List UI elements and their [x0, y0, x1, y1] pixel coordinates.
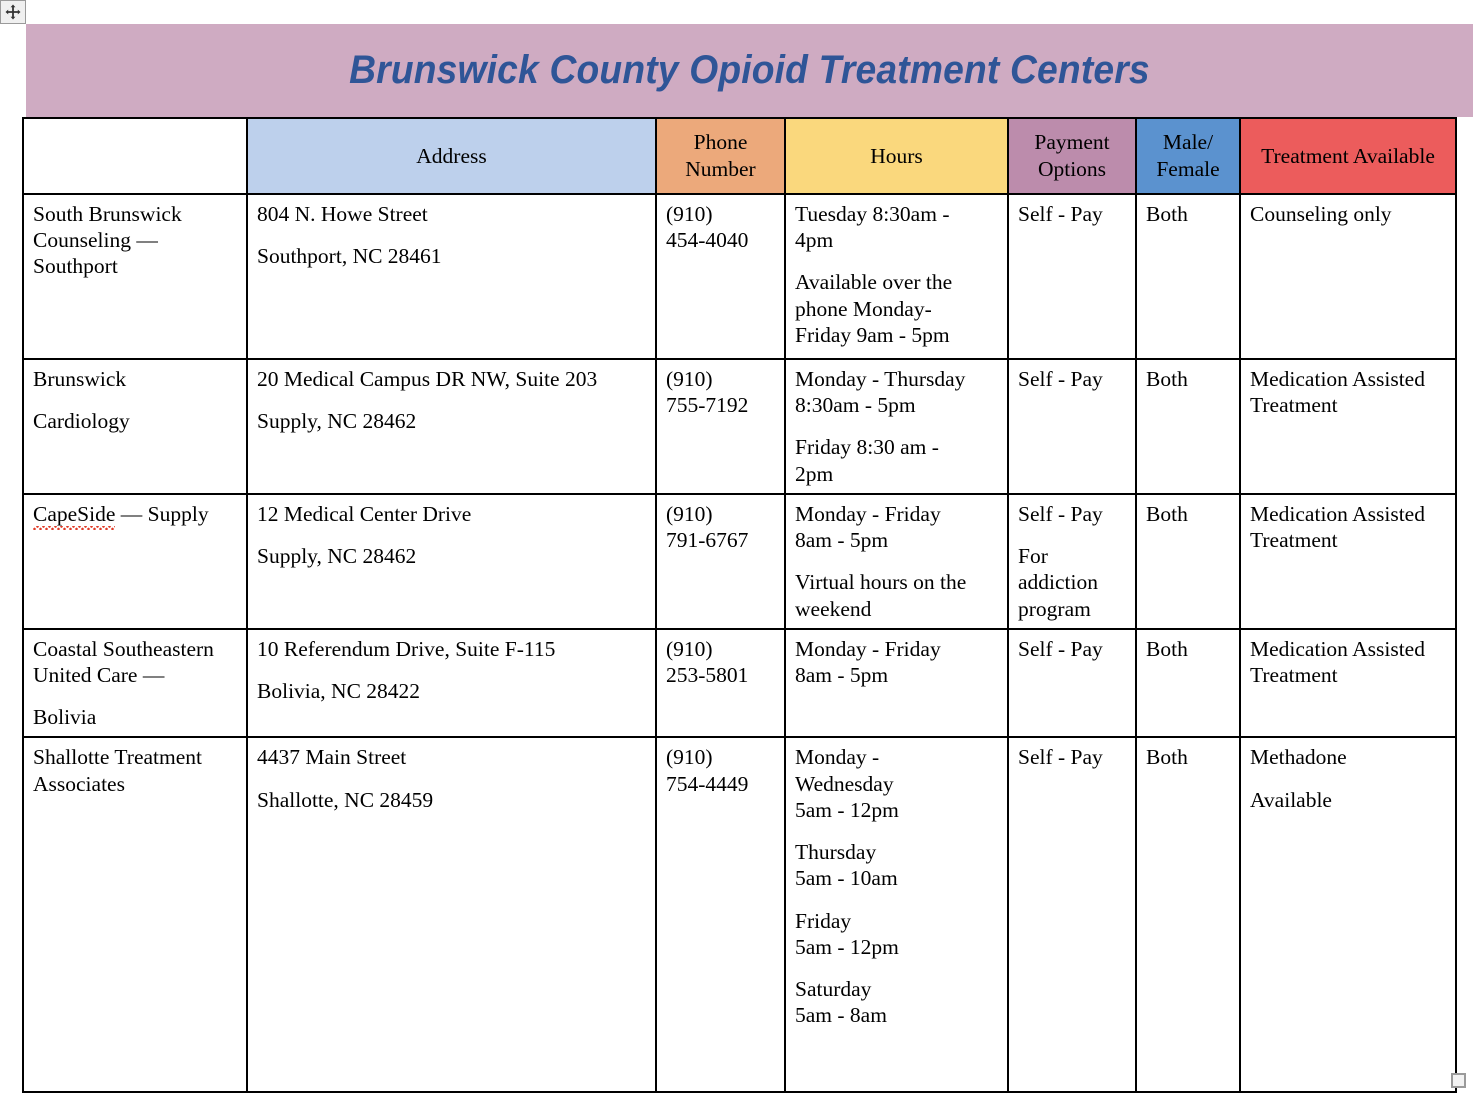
phone-line1: (910): [666, 202, 713, 226]
table-resize-handle[interactable]: [1451, 1073, 1466, 1088]
treatment-line1: Methadone: [1250, 745, 1347, 770]
column-header-phone-line2: Number: [685, 157, 756, 181]
column-header-gender-line2: Female: [1156, 157, 1220, 181]
move-four-way-arrow-icon: [5, 4, 21, 20]
table-row: [23, 359, 1456, 494]
column-header-gender: [1136, 118, 1240, 194]
facility-name-line1: Coastal Southeastern: [33, 636, 214, 661]
table-row: [23, 737, 1456, 1092]
cell-hours: [785, 737, 1008, 1092]
column-header-payment-options: [1008, 118, 1136, 194]
hours-line: 5am - 12pm: [795, 797, 899, 822]
address-line1: 10 Referendum Drive, Suite F-115: [257, 636, 556, 661]
hours-line: Friday 9am - 5pm: [795, 322, 950, 347]
facility-name-line2: Cardiology: [33, 409, 130, 434]
treatment-line2: Available: [1250, 787, 1332, 812]
payment-line3: addiction: [1018, 570, 1099, 595]
payment-line1: Self - Pay: [1018, 202, 1103, 226]
cell-treatment: [1240, 194, 1456, 359]
payment-line1: Self - Pay: [1018, 745, 1103, 770]
payment-line1: Self - Pay: [1018, 636, 1103, 661]
hours-line: 5am - 8am: [795, 1003, 887, 1028]
hours-line: Saturday: [795, 976, 872, 1001]
cell-facility-name: [23, 737, 247, 1092]
phone-line1: (910): [666, 501, 713, 526]
cell-facility-name: [23, 629, 247, 738]
treatment-line1: Counseling only: [1250, 202, 1392, 226]
column-header-phone: [656, 118, 785, 194]
table-row: [23, 494, 1456, 629]
cell-address: [247, 194, 656, 359]
address-line1: 12 Medical Center Drive: [257, 501, 472, 526]
hours-line: Monday - Friday: [795, 636, 941, 661]
cell-hours: [785, 359, 1008, 494]
hours-line: 4pm: [795, 228, 834, 253]
phone-line2: 253-5801: [666, 662, 749, 687]
cell-facility-name: [23, 494, 247, 629]
address-line2: Shallotte, NC 28459: [257, 787, 434, 812]
facility-name-line2: United Care —: [33, 662, 165, 687]
cell-hours: [785, 629, 1008, 738]
cell-gender: Both: [1136, 629, 1240, 738]
cell-payment-options: [1008, 359, 1136, 494]
hours-line: Virtual hours on the: [795, 570, 967, 595]
treatment-centers-table: [22, 117, 1457, 1093]
address-line1: 804 N. Howe Street: [257, 202, 428, 226]
page-title: Brunswick County Opioid Treatment Centers: [349, 48, 1150, 92]
cell-treatment: [1240, 737, 1456, 1092]
hours-line: 8am - 5pm: [795, 662, 889, 687]
treatment-line1: Medication Assisted Treatment: [1250, 636, 1425, 687]
treatment-line1: Medication Assisted Treatment: [1250, 367, 1425, 418]
hours-line: 2pm: [795, 461, 834, 486]
facility-name-line2: Counseling —: [33, 228, 158, 253]
hours-line: Friday 8:30 am -: [795, 435, 939, 460]
table-move-handle[interactable]: [0, 0, 26, 24]
address-line1: 20 Medical Campus DR NW, Suite 203: [257, 367, 598, 391]
cell-gender: Both: [1136, 737, 1240, 1092]
facility-name-suffix: — Supply: [115, 501, 209, 526]
cell-address: [247, 359, 656, 494]
phone-line1: (910): [666, 636, 713, 661]
hours-line: Available over the: [795, 270, 953, 295]
hours-line: Monday - Friday: [795, 501, 941, 526]
cell-phone: [656, 737, 785, 1092]
cell-phone: [656, 359, 785, 494]
table-row: [23, 194, 1456, 359]
facility-name-line1: South Brunswick: [33, 202, 182, 226]
cell-treatment: [1240, 494, 1456, 629]
hours-line: Friday: [795, 908, 852, 933]
hours-line: Thursday: [795, 840, 877, 865]
cell-facility-name: [23, 359, 247, 494]
phone-line2: 755-7192: [666, 393, 749, 418]
cell-payment-options: [1008, 629, 1136, 738]
treatment-line1: Medication Assisted Treatment: [1250, 501, 1425, 553]
phone-line2: 791-6767: [666, 528, 749, 553]
cell-gender: Both: [1136, 194, 1240, 359]
cell-phone: [656, 629, 785, 738]
address-line2: Supply, NC 28462: [257, 544, 417, 569]
hours-line: Wednesday: [795, 771, 894, 796]
hours-line: Monday - Thursday: [795, 367, 966, 391]
payment-line2: For: [1018, 544, 1048, 569]
cell-facility-name: [23, 194, 247, 359]
hours-line: 8:30am - 5pm: [795, 393, 916, 418]
column-header-facility: [23, 118, 247, 194]
hours-line: Tuesday 8:30am -: [795, 202, 950, 226]
cell-hours: [785, 494, 1008, 629]
address-line1: 4437 Main Street: [257, 745, 407, 770]
hours-line: 8am - 5pm: [795, 528, 889, 553]
cell-phone: [656, 494, 785, 629]
hours-line: 5am - 12pm: [795, 934, 899, 959]
facility-name-line2: Associates: [33, 771, 125, 796]
facility-name-line3: Southport: [33, 254, 118, 279]
title-banner: [26, 24, 1473, 117]
phone-line1: (910): [666, 367, 713, 391]
cell-address: [247, 737, 656, 1092]
cell-payment-options: [1008, 737, 1136, 1092]
phone-line2: 754-4449: [666, 771, 749, 796]
cell-gender: Both: [1136, 359, 1240, 494]
cell-payment-options: [1008, 494, 1136, 629]
hours-line: Monday -: [795, 745, 880, 770]
cell-treatment: [1240, 359, 1456, 494]
cell-hours: [785, 194, 1008, 359]
table-header-row: [23, 118, 1456, 194]
facility-name-line1: Shallotte Treatment: [33, 745, 203, 770]
payment-line1: Self - Pay: [1018, 367, 1103, 391]
hours-line: phone Monday-: [795, 296, 932, 321]
payment-line4: program: [1018, 596, 1091, 621]
phone-line1: (910): [666, 745, 713, 770]
cell-phone: [656, 194, 785, 359]
misspelled-word: CapeSide: [33, 501, 116, 526]
column-header-hours: Hours: [785, 118, 1008, 194]
phone-line2: 454-4040: [666, 228, 749, 253]
cell-treatment: [1240, 629, 1456, 738]
address-line2: Southport, NC 28461: [257, 244, 442, 269]
cell-gender: Both: [1136, 494, 1240, 629]
facility-name-line1: Brunswick: [33, 367, 127, 391]
payment-line1: Self - Pay: [1018, 501, 1103, 526]
column-header-address: Address: [247, 118, 656, 194]
hours-line: weekend: [795, 596, 872, 621]
column-header-treatment: Treatment Available: [1240, 118, 1456, 194]
column-header-gender-line1: Male/: [1162, 130, 1214, 155]
address-line2: Bolivia, NC 28422: [257, 678, 421, 703]
cell-address: [247, 494, 656, 629]
column-header-payment-line2: Options: [1037, 157, 1107, 181]
column-header-phone-line1: Phone: [693, 130, 748, 155]
facility-name-line1: [33, 501, 238, 527]
table-row: [23, 629, 1456, 738]
column-header-payment-line1: Payment: [1034, 130, 1110, 155]
facility-name-line3: Bolivia: [33, 705, 97, 730]
cell-address: [247, 629, 656, 738]
address-line2: Supply, NC 28462: [257, 409, 417, 434]
cell-payment-options: [1008, 194, 1136, 359]
hours-line: 5am - 10am: [795, 866, 898, 891]
